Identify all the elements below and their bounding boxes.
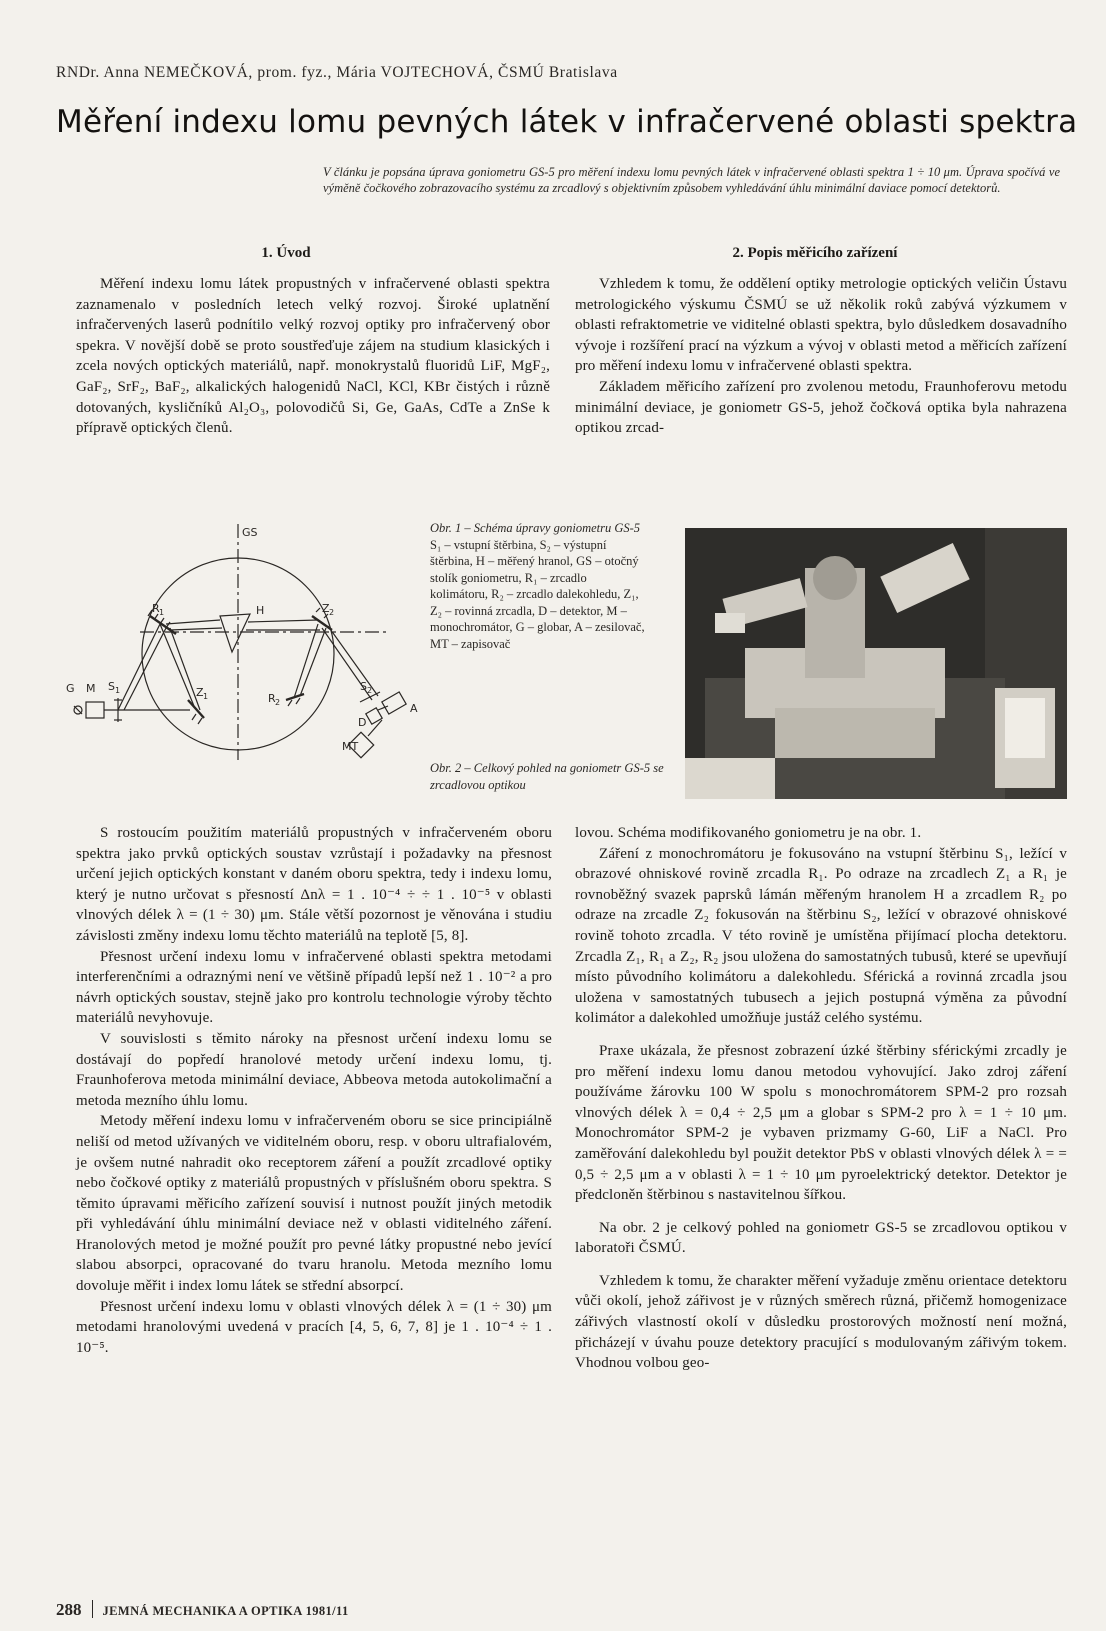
page-footer bbox=[56, 1600, 349, 1620]
label-z2: Z bbox=[322, 602, 330, 615]
label-g: G bbox=[66, 682, 75, 695]
figure-2-photo bbox=[685, 528, 1067, 799]
lower-left-column bbox=[76, 823, 552, 1358]
figure-1-caption-title: Obr. 1 – Schéma úpravy goniometru GS-5 bbox=[430, 521, 641, 535]
label-z2-sub: 2 bbox=[329, 608, 335, 617]
label-z1: Z bbox=[196, 686, 204, 699]
article-title: Měření indexu lomu pevných látek v infračervené oblasti spektra bbox=[56, 104, 1078, 140]
page-number: 288 bbox=[56, 1600, 82, 1619]
lower-right-column bbox=[575, 823, 1067, 1374]
label-d: D bbox=[358, 716, 367, 729]
label-mt: MT bbox=[342, 740, 359, 753]
authors-line: RNDr. Anna NEMEČKOVÁ, prom. fyz., Mária VOJTECHOVÁ, ČSMÚ Bratislava bbox=[56, 64, 618, 81]
intro-column bbox=[76, 274, 550, 439]
left-paragraph-5: Metody měření indexu lomu v infračerveném oboru se sice principiálně neliší od metod užívaných ve viditelném oboru, resp. v oboru ultrafialovém, je ovšem nutné nahradit oko receptorem záření a použít zrcadlové optiky nebo čočkové optiky z materiálů propustných v příslušném oboru spektra. S těmito úpravami měřicího zařízení souvisí i nutnost použít jiných metodik při vyhledávání úhlu minimální deviace než v oblasti viditelného záření. Hranolových metod je možné použít pro pevné látky propustné nebo jevící slabou absorpci, opracované do tvaru hranolu. Metoda mezního lomu dovoluje měřit i index lomu látek se střední absorpcí. bbox=[76, 1113, 552, 1295]
abstract: V článku je popsána úprava goniometru GS-5 pro měření indexu lomu pevných látek v infračervené oblasti spektra 1 ÷ 10 μm. Úprava spočívá ve výměně čočkového zobrazovacího systému za zrcadlový s objektivním způsobem vyhledávání úhlu minimální daviace pomocí detektorů. bbox=[323, 165, 1060, 195]
label-r2: R bbox=[268, 692, 276, 705]
prism-h bbox=[220, 614, 250, 652]
footer-divider bbox=[92, 1600, 93, 1618]
description-heading: 2. Popis měřicího zařízení bbox=[732, 245, 898, 261]
label-s1: S bbox=[108, 680, 115, 693]
mirror-z1 bbox=[188, 700, 204, 718]
monochromator-box bbox=[86, 702, 104, 718]
left-paragraph-4: V souvislosti s těmito nároky na přesnost určení indexu lomu se dostávají do popředí hranolové metody určení indexu lomu, tj. Fraunhoferova metoda minimální deviace, Abbeova metoda autokolimační a metoda mezního úhlu lomu. bbox=[76, 1030, 552, 1109]
figure-1-caption bbox=[430, 520, 646, 652]
right-paragraph-6: Na obr. 2 je celkový pohled na goniometr GS-5 se zrcadlovou optikou v laboratoři ČSMÚ. bbox=[575, 1219, 1067, 1257]
intro-heading: 1. Úvod bbox=[261, 245, 311, 261]
description-paragraph-2: Základem měřicího zařízení pro zvolenou metodu, Fraunhoferovu metodu minimální deviace, je goniometr GS-5, jehož čočková optika byla nahrazena optikou zrcad- bbox=[575, 378, 1067, 437]
intro-paragraph: Měření indexu lomu látek propustných v infračervené oblasti spektra zaznamenalo v posledních letech velký rozvoj. Široké uplatnění infračervených laserů podnítilo velký rozvoj optiky pro infračervený obor spekra. V novější době se proto soustřeďuje zájem na studium klasických i zcela nových optických materiálů, např. monokrystalů fluoridů LiF, MgF₂, GaF₂, SrF₂, BaF₂, alkalických halogenidů NaCl, KCl, KBr čistých i různě dotovaných, kysličníků Al₂O₃, polovodičů Si, Ge, GaAs, CdTe a ZnSe k přípravě optických členů. bbox=[76, 276, 550, 437]
label-s1-sub: 1 bbox=[115, 686, 121, 695]
figure-1-caption-body: S₁ – vstupní štěrbina, S₂ – výstupní štěrbina, H – měřený hranol, GS – otočný stolík goniometru, R₁ – zrcadlo kolimátoru, R₂ – zrcadlo dalekohledu, Z₁, Z₂ – rovinná zrcadla, D – detektor, M – monochromátor, G – globar, A – zesilovač, MT – zapisovač bbox=[430, 537, 645, 651]
label-r1-sub: 1 bbox=[159, 608, 165, 617]
right-paragraph-7: Vzhledem k tomu, že charakter měření vyžaduje změnu orientace detektoru vůči okolí, jehož zářivost je v různých směrech různá, přičemž homogenizace zářivých vlastností okolí v důsledku prostorových možností není možná, přicházejí v úvahu pouze detektory pracující s modulovaným zářivým tokem. Vhodnou volbou geo- bbox=[575, 1272, 1067, 1372]
label-z1-sub: 1 bbox=[203, 692, 209, 701]
label-r1: R bbox=[152, 602, 160, 615]
label-s2: S bbox=[360, 680, 367, 693]
left-paragraph-3: Přesnost určení indexu lomu v infračervené oblasti spektra metodami interferenčními a odraznými není ve většině případů lepší než 1 . 10⁻² a pro návrh optických soustav, stejně jako pro kontrolu technologie výroby těchto materiálů nevyhovuje. bbox=[76, 948, 552, 1027]
description-paragraph-1: Vzhledem k tomu, že oddělení optiky metrologie optických veličin Ústavu metrologického výskumu ČSMÚ se už několik roků zabývá výzkumem v oblasti refraktometrie ve viditelné oblasti spektra, bylo důsledkem dosavadního vývoje i rozšíření prací na výzkum a vývoj v oblasti metod a měřicích zařízení pro měření indexu lomu v infračervené oblasti spektra. bbox=[575, 276, 1067, 375]
journal-name: JEMNÁ MECHANIKA A OPTIKA 1981/11 bbox=[102, 1604, 349, 1618]
figure-2-caption: Obr. 2 – Celkový pohled na goniometr GS-5 se zrcadlovou optikou bbox=[430, 761, 664, 792]
label-s2-sub: 2 bbox=[367, 686, 373, 695]
figure-1-schematic bbox=[60, 524, 430, 784]
right-paragraph-5: Praxe ukázala, že přesnost zobrazení úzké štěrbiny sférickými zrcadly je pro měření indexu lomu danou metodou vyhovující. Jako zdroj záření používáme žárovku 100 W spolu s monochromátorem SPM-2 pro rozsah vlnových délek λ = 0,4 ÷ 2,5 μm a globar s SPM-2 pro λ = 1 ÷ 10 μm. Monochromátor SPM-2 je vybaven prizmamy G-60, LiF a NaCl. Pro zaměřování dalekohledu byl použit detektor PbS v oblasti vlnových délek λ = = 0,5 ÷ 2,5 μm a v oblasti λ = 1 ÷ 10 μm pyroelektrický detektor. Detektor je předcloněn štěrbinou s nastavitelnou šířkou. bbox=[575, 1042, 1067, 1204]
label-gs: GS bbox=[242, 526, 258, 539]
description-column bbox=[575, 274, 1067, 439]
label-m: M bbox=[86, 682, 96, 695]
amplifier-box bbox=[382, 692, 406, 714]
label-a: A bbox=[410, 702, 418, 715]
right-paragraph-4: Záření z monochromátoru je fokusováno na vstupní štěrbinu S₁, ležící v obrazové ohniskové rovině zrcadla R₁. Po odraze na zrcadlech Z₁ a R₁ je rovnoběžný svazek paprsků lámán měřeným hranolem H a zrcadlem R₂ po odraze na zrcadle Z₂ fokusován na štěrbinu S₂, ležící v obrazové ohniskové rovině tohoto zrcadla. V této rovině je umístěna přijímací plocha detektoru. Zrcadla Z₁, R₁ a Z₂, R₂ jsou uložena do samostatných tubusů, které se upevňují místo původního kolimátoru a dalekohledu. Sférická a rovinná zrcadla jsou uložena v samostatných tubusech a jejich postupná výměna za původní kolimátor a dalekohled umožňuje justáž celého systému. bbox=[575, 845, 1067, 1027]
label-r2-sub: 2 bbox=[275, 698, 281, 707]
right-paragraph-3: lovou. Schéma modifikovaného goniometru je na obr. 1. bbox=[575, 825, 922, 841]
label-h: H bbox=[256, 604, 265, 617]
left-paragraph-2: S rostoucím použitím materiálů propustných v infračerveném oboru spektra jako prvků optických soustav vzrůstají i požadavky na přesnost určení jejich optických konstant v daném oboru spektra, tedy i indexu lomu, který je nutno určovat s přesností Δnλ = 1 . 10⁻⁴ ÷ ÷ 1 . 10⁻⁵ v oblasti vlnových délek λ = (1 ÷ 30) μm. Stále větší pozornost je věnována i studiu závislosti změny indexu lomu těchto materiálů na teplotě [5, 8]. bbox=[76, 825, 552, 944]
left-paragraph-6: Přesnost určení indexu lomu v oblasti vlnových délek λ = (1 ÷ 30) μm metodami hranolovými uvedená v pracích [4, 5, 6, 7, 8] je 1 . 10⁻⁴ ÷ 1 . 10⁻⁵. bbox=[76, 1298, 552, 1356]
